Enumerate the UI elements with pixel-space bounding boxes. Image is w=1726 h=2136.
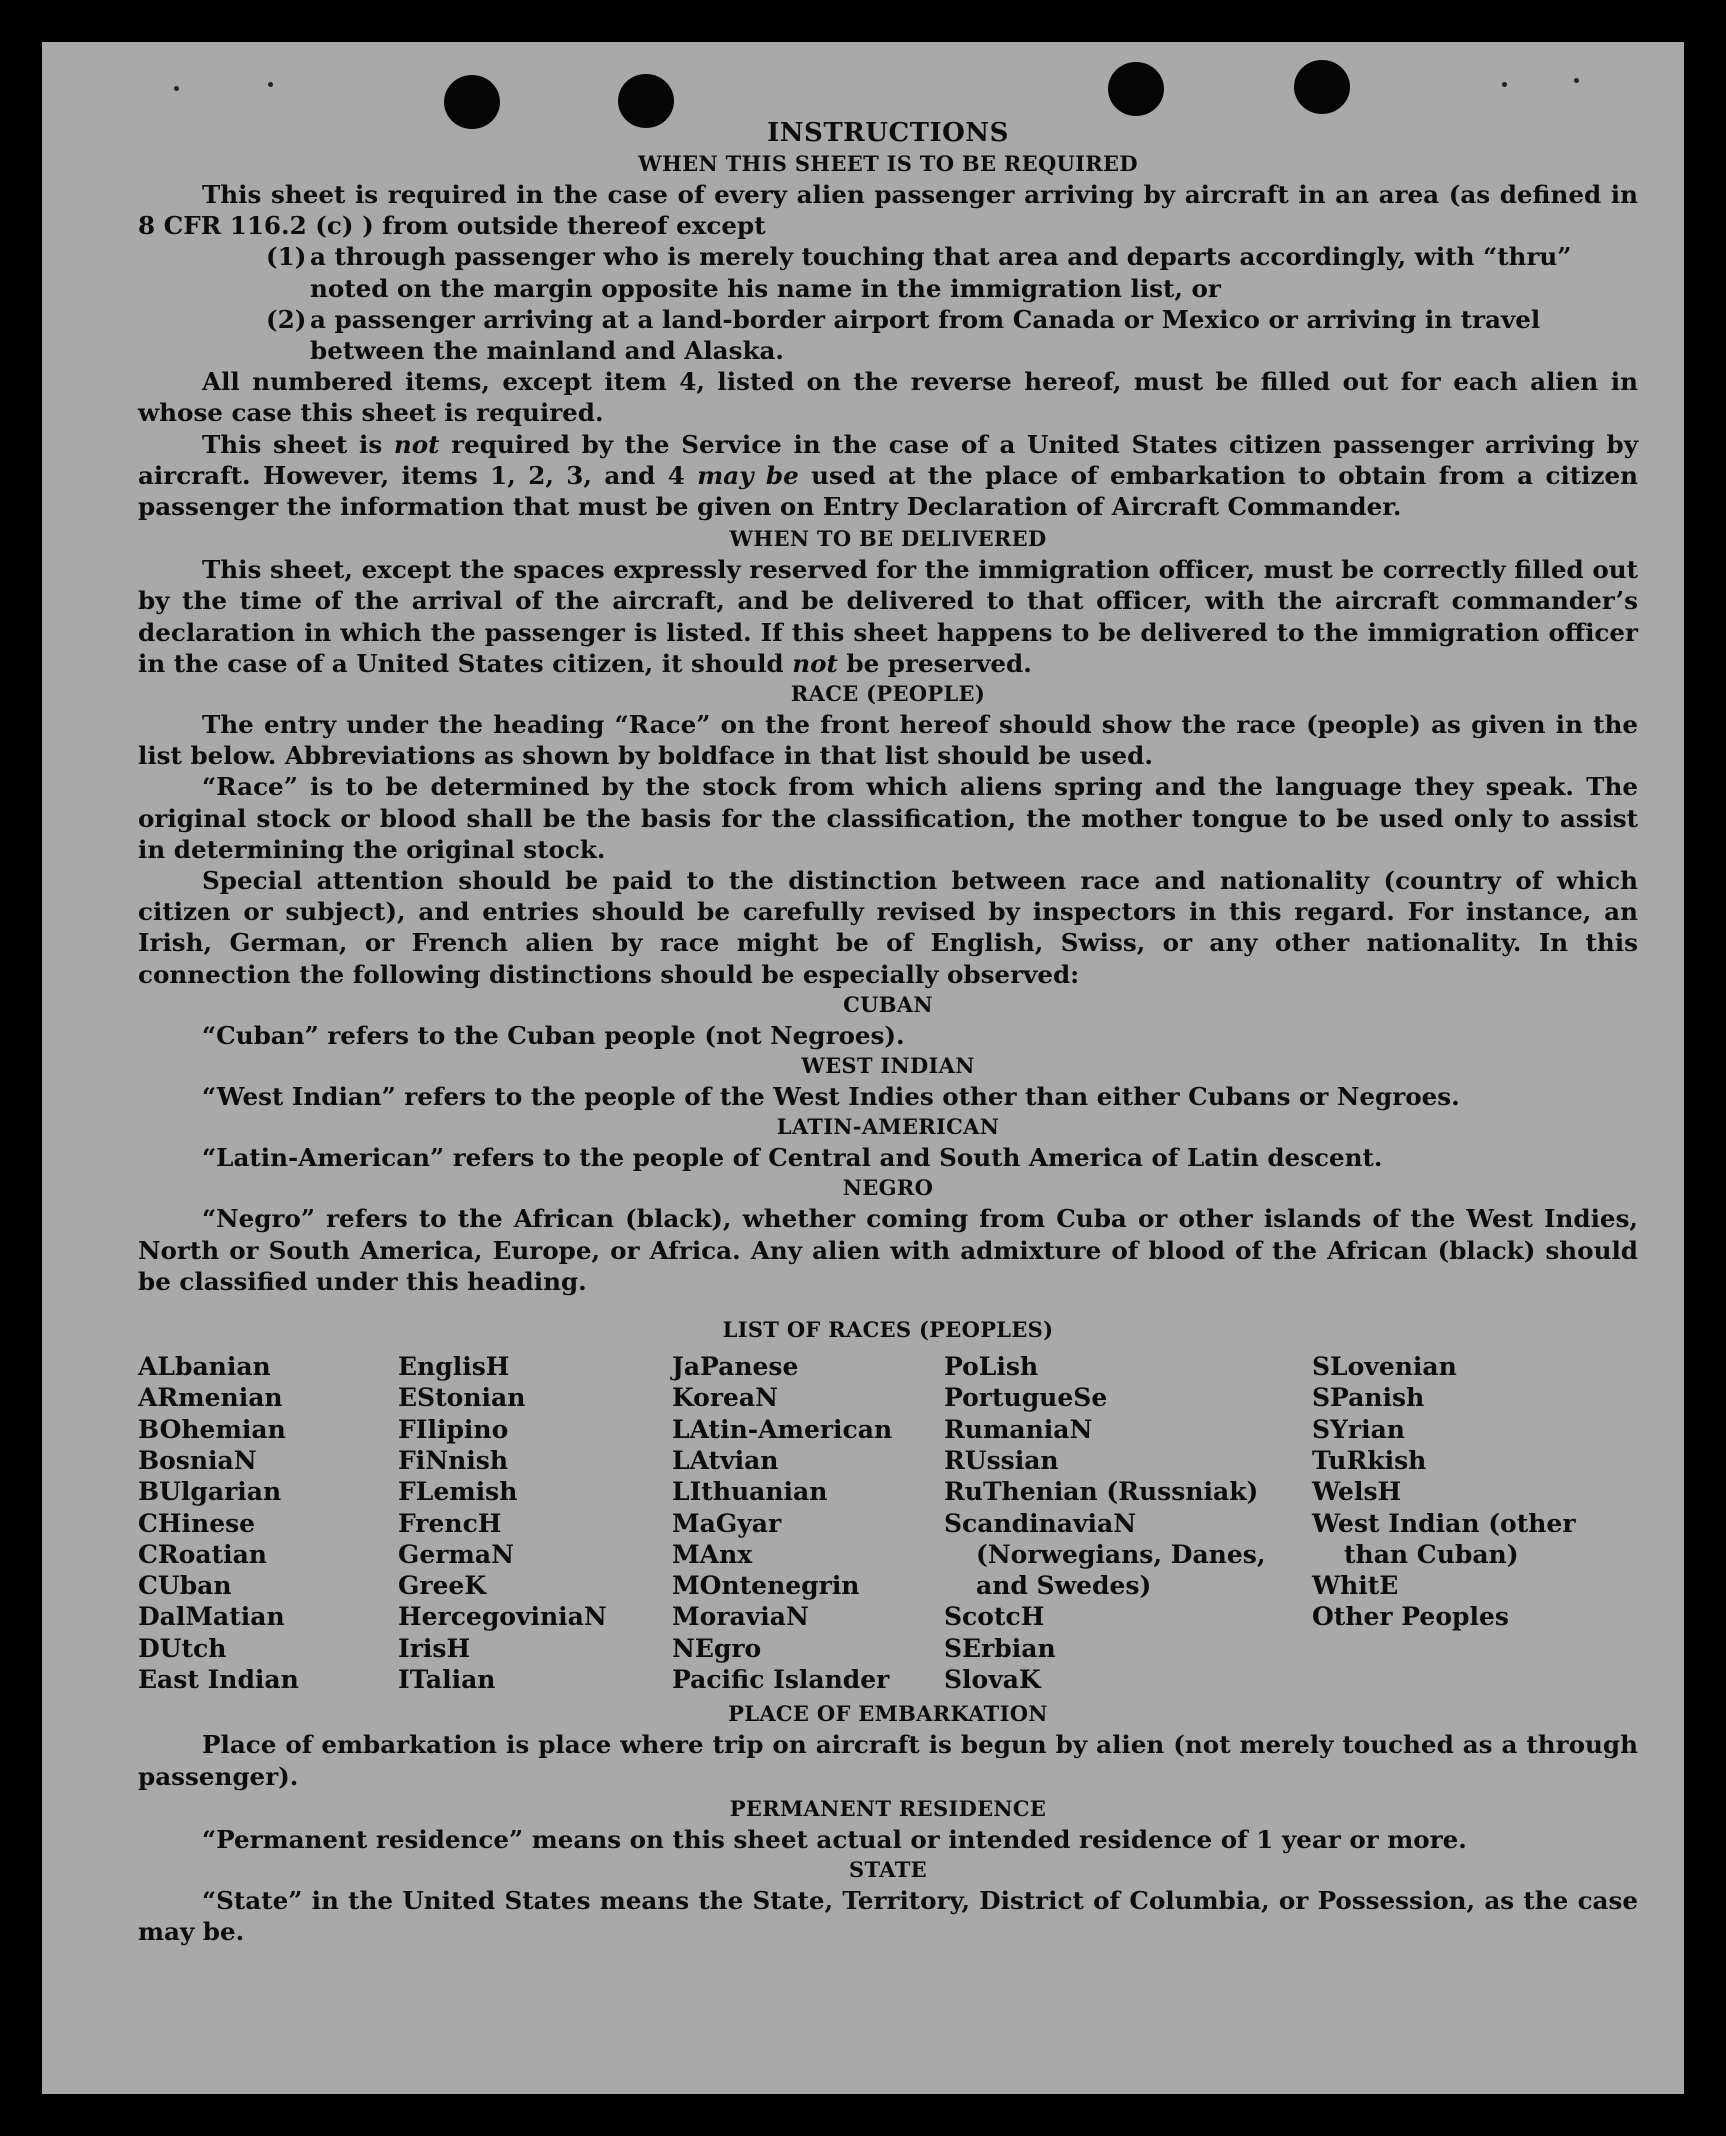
paragraph: The entry under the heading “Race” on the front hereof should show the race (people) as given in the list below. Abbreviations as shown by boldface in that list should be used. — [138, 710, 1638, 771]
paragraph: All numbered items, except item 4, listed on the reverse hereof, must be filled out for each alien in whose case this sheet is required. — [138, 367, 1638, 428]
races-column — [944, 1351, 1312, 1695]
text-run: required by the Service in the case of a United States citizen passenger arriving by aircraft. However, items 1, 2, 3, and 4 — [138, 429, 1638, 490]
race-entry: ScandinaviaN (Norwegians, Danes, and Swedes) — [944, 1508, 1266, 1601]
punch-hole — [1294, 60, 1350, 114]
race-entry: ARmenian — [138, 1383, 283, 1413]
instructions-content — [138, 117, 1638, 1947]
races-column — [398, 1351, 672, 1695]
race-entry: LIthuanian — [672, 1477, 828, 1507]
exception-item — [266, 241, 1638, 303]
paragraph: Special attention should be paid to the distinction between race and nationality (country of which citizen or subject), and entries should be carefully revised by inspectors in this regard. For instance, an Irish, German, or French alien by race might be of English, Swiss, or any other nationality. In this connection the following distinctions should be especially observed: — [138, 866, 1638, 989]
exception-item — [266, 304, 1638, 366]
race-entry: RuThenian (Russniak) — [944, 1477, 1259, 1507]
emphasis: may be — [697, 460, 799, 490]
race-entry: LAtin-American — [672, 1414, 893, 1444]
paragraph: This sheet is required in the case of every alien passenger arriving by aircraft in an area (as defined in 8 CFR 116.2 (c) ) from outside thereof except — [138, 180, 1638, 241]
race-entry: BosniaN — [138, 1445, 257, 1475]
race-entry: FLemish — [398, 1477, 518, 1507]
emphasis: not — [792, 648, 838, 678]
race-entry: LAtvian — [672, 1445, 779, 1475]
race-entry: CRoatian — [138, 1539, 267, 1569]
race-entry: SlovaK — [944, 1665, 1041, 1695]
speck — [174, 86, 179, 91]
race-entry: BOhemian — [138, 1414, 286, 1444]
paragraph — [138, 554, 1638, 679]
section-heading: WHEN TO BE DELIVERED — [729, 526, 1047, 552]
race-entry: CUban — [138, 1571, 232, 1601]
punch-hole — [1108, 62, 1164, 116]
race-entry: BUlgarian — [138, 1477, 282, 1507]
race-entry: Other Peoples — [1312, 1602, 1509, 1632]
paragraph: “West Indian” refers to the people of the West Indies other than either Cubans or Negroes. — [202, 1082, 1460, 1112]
text-run: This sheet is — [202, 429, 394, 459]
section-heading: WEST INDIAN — [801, 1053, 975, 1079]
section-heading: WHEN THIS SHEET IS TO BE REQUIRED — [638, 151, 1138, 176]
race-entry: WhitE — [1312, 1571, 1399, 1601]
race-entry: IrisH — [398, 1633, 471, 1663]
section-heading: PERMANENT RESIDENCE — [729, 1795, 1047, 1821]
section-heading: LIST OF RACES (PEOPLES) — [722, 1317, 1054, 1343]
exception-text: a through passenger who is merely touching that area and departs accordingly, with “thru” noted on the margin opposite his name in the immigration list, or — [310, 242, 1572, 303]
race-entry: ScotcH — [944, 1602, 1045, 1632]
race-entry: NEgro — [672, 1633, 762, 1663]
speck — [1574, 78, 1579, 83]
document-sheet — [42, 42, 1684, 2094]
race-entry: EnglisH — [398, 1352, 510, 1382]
race-entry: SYrian — [1312, 1414, 1405, 1444]
race-entry: Pacific Islander — [672, 1665, 890, 1695]
section-heading: LATIN-AMERICAN — [776, 1114, 1000, 1140]
race-entry: FrencH — [398, 1508, 502, 1538]
text-run: used at the place of embarkation to obtain from a citizen passenger the information that must be given on Entry Declaration of Aircraft Commander. — [138, 460, 1638, 522]
race-entry: DUtch — [138, 1633, 227, 1663]
race-entry: ALbanian — [138, 1352, 271, 1382]
race-entry: MaGyar — [672, 1508, 782, 1538]
page-title: INSTRUCTIONS — [767, 118, 1009, 148]
text-run: This sheet, except the spaces expressly reserved for the immigration officer, must be correctly filled out by the time of the arrival of the aircraft, and be delivered to that officer, with the aircraft commander’s declaration in which the passenger is listed. If this sheet happens to be delivered to the immigration officer in the case of a United States citizen, it should — [138, 555, 1638, 678]
emphasis: not — [393, 429, 440, 459]
race-entry: CHinese — [138, 1508, 256, 1538]
race-entry: SLovenian — [1312, 1352, 1457, 1382]
race-entry: PoLish — [944, 1352, 1039, 1382]
paragraph: “Race” is to be determined by the stock from which aliens spring and the language they speak. The original stock or blood shall be the basis for the classification, the mother tongue to be used only to assist in determining the original stock. — [138, 772, 1638, 864]
race-entry: WelsH — [1312, 1477, 1402, 1507]
race-entry: RUssian — [944, 1445, 1059, 1475]
races-list — [138, 1351, 1638, 1695]
paragraph: “Latin-American” refers to the people of Central and South America of Latin descent. — [202, 1143, 1383, 1173]
section-heading: CUBAN — [843, 991, 933, 1017]
race-entry: HercegoviniaN — [398, 1602, 607, 1632]
speck — [268, 82, 273, 87]
paragraph: “State” in the United States means the State, Territory, District of Columbia, or Possession, as the case may be. — [138, 1885, 1638, 1947]
paragraph: “Permanent residence” means on this sheet actual or intended residence of 1 year or more. — [202, 1824, 1467, 1854]
race-entry: West Indian (other than Cuban) — [1312, 1508, 1576, 1569]
race-entry: GreeK — [398, 1571, 487, 1601]
race-entry: JaPanese — [672, 1352, 799, 1382]
race-entry: DalMatian — [138, 1602, 285, 1632]
paragraph — [138, 429, 1638, 523]
exception-number: (1) — [266, 242, 307, 272]
race-entry: RumaniaN — [944, 1414, 1093, 1444]
race-entry: MoraviaN — [672, 1602, 809, 1632]
section-heading: RACE (PEOPLE) — [790, 681, 986, 707]
section-heading: STATE — [849, 1856, 927, 1882]
paragraph: “Cuban” refers to the Cuban people (not Negroes). — [202, 1020, 905, 1050]
race-entry: KoreaN — [672, 1383, 778, 1413]
race-entry: GermaN — [398, 1539, 514, 1569]
race-entry: MAnx — [672, 1539, 753, 1569]
race-entry: TuRkish — [1312, 1445, 1427, 1475]
races-column — [1312, 1351, 1602, 1695]
exception-number: (2) — [266, 304, 307, 334]
speck — [1502, 82, 1507, 87]
race-entry: FiNnish — [398, 1445, 509, 1475]
text-run: be preserved. — [837, 648, 1032, 678]
race-entry: EStonian — [398, 1383, 526, 1413]
races-column — [138, 1351, 398, 1695]
race-entry: MOntenegrin — [672, 1571, 860, 1601]
paragraph: Place of embarkation is place where trip on aircraft is begun by alien (not merely touched as a through passenger). — [138, 1730, 1638, 1791]
race-entry: SPanish — [1312, 1383, 1425, 1413]
race-entry: FIlipino — [398, 1414, 509, 1444]
section-heading: PLACE OF EMBARKATION — [728, 1701, 1048, 1727]
paragraph: “Negro” refers to the African (black), whether coming from Cuba or other islands of the West Indies, North or South America, Europe, or Africa. Any alien with admixture of blood of the African (black) should be classified under this heading. — [138, 1204, 1638, 1296]
race-entry: ITalian — [398, 1665, 496, 1695]
race-entry: PortugueSe — [944, 1383, 1108, 1413]
section-heading: NEGRO — [842, 1175, 934, 1201]
races-column — [672, 1351, 944, 1695]
race-entry: East Indian — [138, 1665, 299, 1695]
exception-text: a passenger arriving at a land-border airport from Canada or Mexico or arriving in travel between the mainland and Alaska. — [310, 304, 1541, 366]
race-entry: SErbian — [944, 1633, 1056, 1663]
